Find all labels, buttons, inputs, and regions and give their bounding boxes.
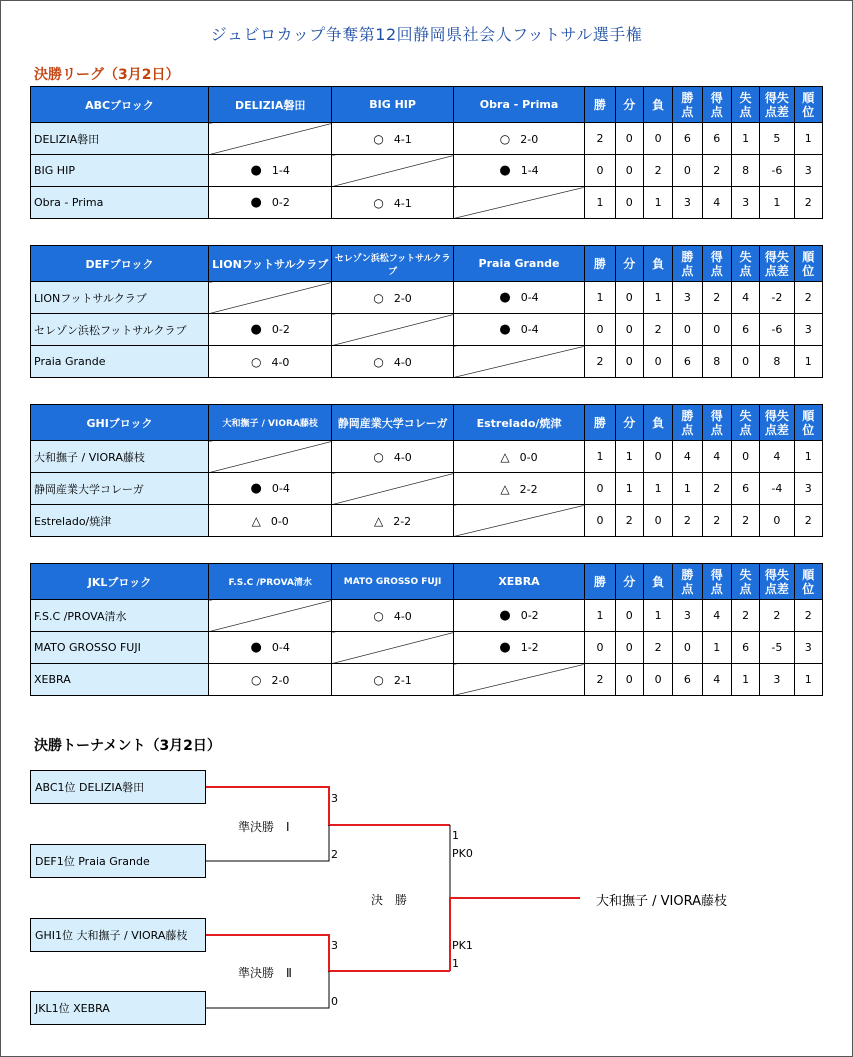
final-pk-bottom: PK1 (452, 939, 473, 952)
opponent-header: Obra - Prima (453, 87, 584, 123)
stat-header: 分 (615, 87, 643, 123)
stat-value: -4 (760, 473, 794, 505)
result-symbol: ○ (250, 672, 262, 687)
stat-value: 0 (643, 441, 672, 473)
stat-value: 2 (643, 314, 672, 346)
stat-value: 0 (615, 187, 643, 219)
stat-header: 分 (615, 564, 643, 600)
stat-value: 2 (731, 505, 759, 537)
stat-value: 8 (731, 155, 759, 187)
stat-value: -6 (760, 155, 794, 187)
stat-value: 4 (760, 441, 794, 473)
stat-value: 1 (643, 187, 672, 219)
tournament-title: 決勝トーナメント（3月2日） (34, 738, 221, 754)
team-name: Estrelado/焼津 (31, 505, 209, 537)
stat-value: 6 (673, 346, 702, 378)
opponent-header: F.S.C /PROVA清水 (209, 564, 332, 600)
stat-header: 得 点 (702, 87, 731, 123)
team-name: Obra - Prima (31, 187, 209, 219)
stat-value: 4 (702, 441, 731, 473)
result-symbol: ○ (373, 672, 384, 687)
team-name: BIG HIP (31, 155, 209, 187)
result-symbol: ○ (250, 354, 262, 369)
stat-header: 順 位 (794, 564, 822, 600)
opponent-header: Praia Grande (453, 246, 584, 282)
semi2-label: 準決勝 Ⅱ (238, 966, 292, 980)
stat-value: -2 (760, 282, 794, 314)
result-score: 4-0 (393, 355, 412, 369)
stat-value: 0 (643, 346, 672, 378)
result-symbol: ● (499, 322, 511, 337)
stat-value: 2 (702, 505, 731, 537)
result-score: 2-0 (520, 132, 539, 146)
stat-value: 2 (702, 155, 731, 187)
stat-value: 0 (643, 664, 672, 696)
result-symbol: ● (250, 640, 262, 655)
result-symbol: ○ (373, 290, 384, 305)
stat-value: 0 (731, 346, 759, 378)
stat-value: 2 (643, 632, 672, 664)
stat-value: 1 (731, 664, 759, 696)
stat-value: 0 (585, 314, 615, 346)
stat-header: 勝 点 (673, 246, 702, 282)
stat-value: 1 (702, 632, 731, 664)
stat-value: 4 (673, 441, 702, 473)
result-score: 4-0 (271, 355, 290, 369)
stat-value: 3 (673, 187, 702, 219)
result-score: 4-0 (393, 450, 412, 464)
semi1-score-bottom: 2 (331, 848, 338, 861)
stat-value: 6 (731, 473, 759, 505)
stat-value: 1 (794, 123, 822, 155)
result-score: 0-4 (271, 641, 290, 654)
stat-header: 勝 (585, 87, 615, 123)
stat-value: 3 (794, 473, 822, 505)
stat-value: 1 (615, 473, 643, 505)
stat-value: -6 (760, 314, 794, 346)
team-name: セレゾン浜松フットサルクラブ (31, 314, 209, 346)
result-symbol: ○ (373, 354, 384, 369)
stat-header: 失 点 (731, 405, 759, 441)
stat-value: 3 (673, 600, 702, 632)
stat-header: 失 点 (731, 246, 759, 282)
stat-header: 勝 (585, 405, 615, 441)
team-name: 大和撫子 / VIORA藤枝 (31, 441, 209, 473)
result-symbol: △ (373, 513, 384, 528)
stat-value: 2 (702, 282, 731, 314)
result-symbol: ● (250, 481, 262, 496)
stat-header: 勝 点 (673, 564, 702, 600)
stat-value: 2 (585, 346, 615, 378)
result-score: 0-2 (271, 323, 290, 336)
stat-value: 6 (702, 123, 731, 155)
stat-header: 順 位 (794, 87, 822, 123)
result-score: 0-0 (519, 450, 538, 464)
stat-value: 2 (585, 123, 615, 155)
result-score: 1-4 (520, 164, 539, 177)
opponent-header: Estrelado/焼津 (453, 405, 584, 441)
stat-header: 分 (615, 246, 643, 282)
stat-value: 1 (643, 282, 672, 314)
result-symbol: ● (499, 163, 511, 178)
team-name: MATO GROSSO FUJI (31, 632, 209, 664)
page-title: ジュビロカップ争奪第12回静岡県社会人フットサル選手権 (210, 25, 643, 44)
team-name: F.S.C /PROVA清水 (31, 600, 209, 632)
stat-value: 6 (673, 664, 702, 696)
section-title: 決勝リーグ（3月2日） (34, 67, 180, 83)
stat-value: 0 (615, 600, 643, 632)
opponent-header: BIG HIP (332, 87, 453, 123)
stat-value: 0 (615, 664, 643, 696)
stat-header: 勝 (585, 246, 615, 282)
stat-value: 2 (643, 155, 672, 187)
stat-value: 3 (794, 632, 822, 664)
stat-header: 得 点 (702, 246, 731, 282)
final-pk-top: PK0 (452, 847, 473, 860)
result-score: 4-1 (393, 132, 412, 146)
result-symbol: ● (250, 163, 262, 178)
opponent-header: MATO GROSSO FUJI (332, 564, 453, 600)
result-symbol: ○ (373, 131, 384, 146)
stat-value: 2 (585, 664, 615, 696)
result-score: 4-0 (393, 609, 412, 623)
entry-ghi: GHI1位 大和撫子 / VIORA藤枝 (30, 918, 206, 952)
stat-value: 0 (615, 155, 643, 187)
stat-value: 2 (794, 282, 822, 314)
stat-header: 順 位 (794, 405, 822, 441)
stat-value: 0 (615, 123, 643, 155)
stat-header: 得失 点差 (760, 564, 794, 600)
stat-header: 失 点 (731, 564, 759, 600)
stat-header: 勝 点 (673, 87, 702, 123)
stat-header: 得 点 (702, 405, 731, 441)
stat-value: 6 (673, 123, 702, 155)
stat-value: 0 (643, 505, 672, 537)
stat-value: 4 (702, 187, 731, 219)
stat-value: 2 (794, 600, 822, 632)
stat-header: 勝 (585, 564, 615, 600)
result-score: 2-0 (271, 673, 290, 687)
stat-value: 0 (615, 282, 643, 314)
stat-value: 0 (673, 314, 702, 346)
stat-value: 1 (585, 187, 615, 219)
result-score: 2-1 (393, 673, 412, 687)
stat-value: 1 (794, 664, 822, 696)
team-name: Praia Grande (31, 346, 209, 378)
stat-value: 4 (702, 664, 731, 696)
stat-value: 1 (673, 473, 702, 505)
stat-header: 分 (615, 405, 643, 441)
opponent-header: セレゾン浜松フットサルクラブ (332, 246, 453, 282)
stat-header: 得失 点差 (760, 246, 794, 282)
result-symbol: ● (250, 322, 262, 337)
stat-header: 負 (643, 246, 672, 282)
result-symbol: ○ (373, 449, 384, 464)
opponent-header: DELIZIA磐田 (209, 87, 332, 123)
result-symbol: ● (499, 290, 511, 305)
result-score: 0-2 (520, 609, 539, 622)
stat-header: 負 (643, 564, 672, 600)
result-symbol: △ (500, 449, 510, 464)
stat-value: 4 (702, 600, 731, 632)
result-symbol: ● (499, 608, 511, 623)
team-name: DELIZIA磐田 (31, 123, 209, 155)
result-score: 1-4 (271, 164, 290, 177)
stat-value: 0 (673, 632, 702, 664)
stat-header: 順 位 (794, 246, 822, 282)
stat-value: 5 (760, 123, 794, 155)
stat-value: 0 (585, 155, 615, 187)
block-name: ABCブロック (31, 87, 209, 123)
stat-value: 1 (585, 441, 615, 473)
stat-value: 2 (760, 600, 794, 632)
entry-def: DEF1位 Praia Grande (30, 844, 206, 878)
final-label: 決 勝 (371, 893, 408, 907)
entry-jkl: JKL1位 XEBRA (30, 991, 206, 1025)
stat-value: 0 (615, 346, 643, 378)
stat-header: 得 点 (702, 564, 731, 600)
opponent-header: XEBRA (453, 564, 584, 600)
semi2-score-top: 3 (331, 939, 338, 952)
team-name: 静岡産業大学コレーガ (31, 473, 209, 505)
result-score: 1-2 (520, 641, 539, 654)
result-score: 2-2 (519, 482, 538, 496)
stat-value: 1 (794, 346, 822, 378)
stat-value: 1 (760, 187, 794, 219)
stat-value: 1 (585, 600, 615, 632)
stat-value: 6 (731, 632, 759, 664)
result-score: 4-1 (393, 196, 412, 210)
stat-value: 2 (794, 505, 822, 537)
result-symbol: ○ (499, 131, 511, 146)
champion: 大和撫子 / VIORA藤枝 (596, 894, 728, 909)
stat-value: 3 (794, 155, 822, 187)
result-score: 0-4 (520, 323, 539, 336)
result-score: 0-0 (270, 514, 289, 528)
stat-value: 0 (702, 314, 731, 346)
stat-value: 3 (760, 664, 794, 696)
stat-value: 3 (673, 282, 702, 314)
stat-value: 2 (731, 600, 759, 632)
stat-value: 0 (585, 505, 615, 537)
result-score: 0-4 (271, 482, 290, 495)
stat-value: 2 (702, 473, 731, 505)
stat-value: 8 (760, 346, 794, 378)
team-name: LIONフットサルクラブ (31, 282, 209, 314)
stat-header: 負 (643, 87, 672, 123)
opponent-header: LIONフットサルクラブ (209, 246, 332, 282)
semi1-label: 準決勝 Ⅰ (238, 820, 290, 834)
opponent-header: 静岡産業大学コレーガ (332, 405, 453, 441)
bracket-line-final-bottom (450, 898, 580, 971)
stat-value: 1 (794, 441, 822, 473)
opponent-header: 大和撫子 / VIORA藤枝 (209, 405, 332, 441)
stat-value: 3 (794, 314, 822, 346)
stat-header: 得失 点差 (760, 405, 794, 441)
result-symbol: ○ (373, 195, 384, 210)
stat-value: 0 (615, 314, 643, 346)
stat-value: 0 (585, 632, 615, 664)
stat-value: 4 (731, 282, 759, 314)
result-symbol: △ (251, 513, 261, 528)
final-score-bottom: 1 (452, 957, 459, 970)
stat-value: 0 (760, 505, 794, 537)
result-score: 2-0 (393, 291, 412, 305)
result-symbol: ● (250, 195, 262, 210)
stat-value: 6 (731, 314, 759, 346)
stat-value: 1 (615, 441, 643, 473)
result-symbol: ○ (373, 608, 384, 623)
stat-value: -5 (760, 632, 794, 664)
stat-header: 失 点 (731, 87, 759, 123)
stat-value: 2 (673, 505, 702, 537)
block-name: JKLブロック (31, 564, 209, 600)
stat-value: 1 (643, 473, 672, 505)
stat-header: 得失 点差 (760, 87, 794, 123)
result-score: 0-4 (520, 291, 539, 304)
stat-value: 0 (731, 441, 759, 473)
semi2-score-bottom: 0 (331, 995, 338, 1008)
team-name: XEBRA (31, 664, 209, 696)
result-score: 2-2 (393, 514, 412, 528)
stat-value: 2 (615, 505, 643, 537)
stat-value: 0 (615, 632, 643, 664)
stat-value: 0 (585, 473, 615, 505)
stat-value: 1 (643, 600, 672, 632)
stat-value: 1 (585, 282, 615, 314)
block-name: DEFブロック (31, 246, 209, 282)
stat-value: 0 (673, 155, 702, 187)
stat-header: 負 (643, 405, 672, 441)
result-score: 0-2 (271, 196, 290, 209)
stat-value: 0 (643, 123, 672, 155)
final-score-top: 1 (452, 829, 459, 842)
semi1-score-top: 3 (331, 792, 338, 805)
stat-value: 3 (731, 187, 759, 219)
stat-value: 8 (702, 346, 731, 378)
entry-abc: ABC1位 DELIZIA磐田 (30, 770, 206, 804)
stat-header: 勝 点 (673, 405, 702, 441)
result-symbol: ● (499, 640, 511, 655)
stat-value: 1 (731, 123, 759, 155)
stat-value: 2 (794, 187, 822, 219)
block-name: GHIブロック (31, 405, 209, 441)
result-symbol: △ (500, 481, 510, 496)
